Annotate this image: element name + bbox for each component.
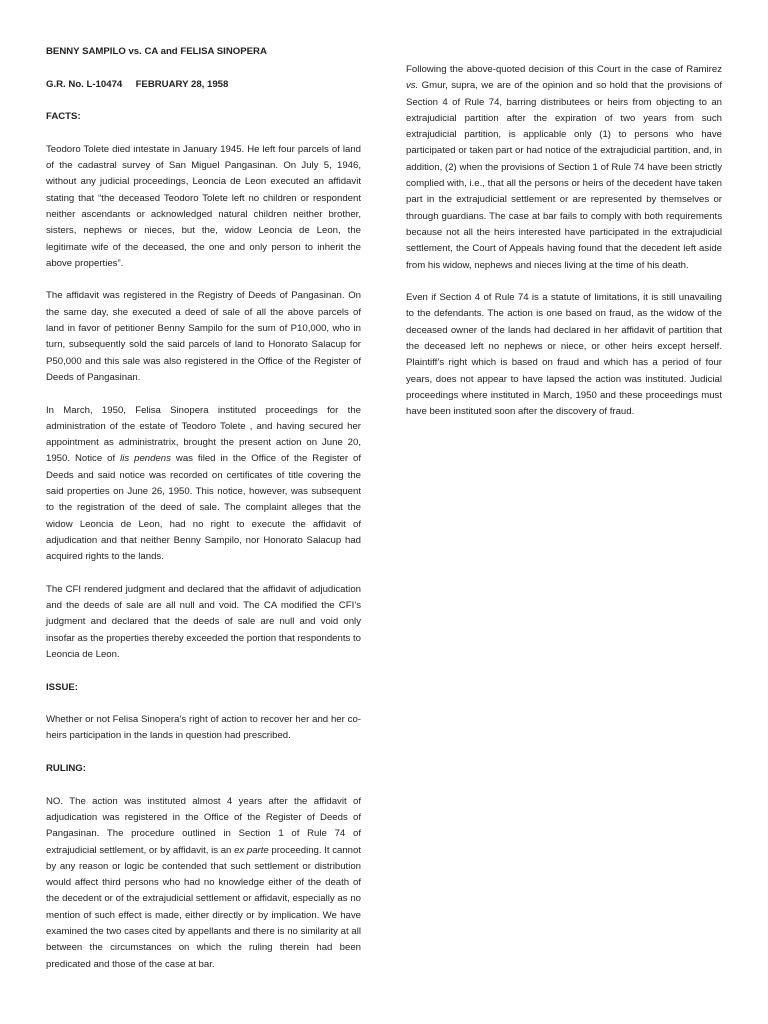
case-title-block: [46, 44, 361, 93]
right-column: [406, 62, 722, 437]
right-paragraph-2: Even if Section 4 of Rule 74 is a statute of limitations, it is still unavailing to the defendants. The action is one based on fraud, as the widow of the deceased owner of the lands had declared in her affidavit of partition that the deceased left no nephews or niece, or other heirs except herself. Plaintiff’s right which is based on fraud and which has a period of four years, does not appear to have lapsed the action was instituted. Judicial proceedings where instituted in March, 1950 and these proceedings must have been instituted soon after the discovery of fraud.: [406, 292, 722, 418]
facts-paragraph-4: The CFI rendered judgment and declared that the affidavit of adjudication and the deeds of sale are all null and void. The CA modified the CFI’s judgment and declared that the deeds of sale are null and void only insofar as the properties thereby exceeded the portion that respondents to Leoncia de Leon.: [46, 583, 361, 660]
right-p1-text-b: Gmur, supra, we are of the opinion and so hold that the provisions of Section 4 of Rule 74, barring distributees or heirs from objecting to an extrajudicial partition after the expiration of two years from such extrajudicial partition, is applicable only (1) to persons who have participated or taken part or had notice of the extrajudicial partition, and, in addition, (2) when the provisions of Section 1 of Rule 74 have been strictly complied with, i.e., that all the persons or heirs of the decedent have taken part in the extrajudicial settlement or are represented by themselves or through guardians. The case at bar fails to comply with both requirements because not all the heirs interested have participated in the extrajudicial settlement, the Court of Appeals having found that the decedent left aside from his widow, nephews and nieces living at the time of his death.: [406, 80, 722, 271]
right-p1-italic: vs.: [406, 80, 419, 92]
ruling-text-b: proceeding. It cannot by any reason or logic be contended that such settlement or distribution would affect third persons who had no knowledge either of the death of the decedent or of the extrajudicial settlement or affidavit, especially as no mention of such effect is made, either directly or by implication. We have examined the two cases cited by appellants and there is no similarity at all between the circumstances on which the ruling therein had been predicated and those of the case at bar.: [46, 844, 362, 970]
issue-heading: ISSUE:: [46, 681, 78, 693]
ruling-text-a: NO. The action was instituted almost 4 years after the affidavit of adjudication was registered in the Office of the Register of Deeds of Pangasinan. The procedure outlined in Section 1 of Rule 74 of extrajudicial settlement, or by affidavit, is an: [46, 795, 361, 856]
issue-paragraph: Whether or not Felisa Sinopera’s right of action to recover her and her co-heirs participation in the lands in question had prescribed.: [46, 714, 361, 742]
case-title: BENNY SAMPILO vs. CA and FELISA SINOPERA: [46, 46, 267, 57]
facts-p3-text-b: was filed in the Office of the Register of Deeds and said notice was recorded on certificates of title covering the said properties on June 26, 1950. This notice, however, was subsequent to the registration of the deed of sale. The complaint alleges that the widow Leoncia de Leon, had no right to execute the affidavit of adjudication and that neither Benny Sampilo, nor Honorato Salacup had acquired rights to the lands.: [46, 453, 361, 563]
facts-p3-text-a: In March, 1950, Felisa Sinopera instituted proceedings for the administration of the estate of Teodoro Tolete , and having secured her appointment as administratrix, brought the present action on June 20, 1950. Notice of: [46, 404, 361, 465]
left-column: [46, 44, 361, 989]
facts-paragraph-2: The affidavit was registered in the Registry of Deeds of Pangasinan. On the same day, she executed a deed of sale of all the above parcels of land in favor of petitioner Benny Sampilo for the sum of P10,000, who in turn, subsequently sold the said parcels of land to Honorato Salacup for P50,000 and this sale was also registered in the Office of the Register of Deeds of Pangasinan.: [46, 290, 361, 383]
ruling-italic: ex parte: [234, 844, 269, 856]
right-paragraph-1: [406, 62, 722, 274]
facts-p3-italic: lis pendens: [120, 453, 171, 465]
facts-heading: FACTS:: [46, 111, 81, 123]
ruling-heading: RULING:: [46, 763, 86, 775]
right-p1-text-a: Following the above-quoted decision of this Court in the case of Ramirez: [406, 64, 722, 75]
facts-paragraph-1: Teodoro Tolete died intestate in January 1945. He left four parcels of land of the cadastral survey of San Miguel Pangasinan. On July 5, 1946, without any judicial proceedings, Leoncia de Leon executed an affidavit stating that “the deceased Teodoro Tolete left no children or respondent neither ascendants or acknowledged natural children neither brother, sisters, nephews or nieces, but the, widow Leoncia de Leon, the legitimate wife of the deceased, the one and only person to inherit the above properties”.: [46, 143, 361, 269]
case-gr-number: G.R. No. L-10474 FEBRUARY 28, 1958: [46, 78, 229, 90]
ruling-paragraph: [46, 794, 361, 973]
facts-paragraph-3: [46, 403, 361, 566]
